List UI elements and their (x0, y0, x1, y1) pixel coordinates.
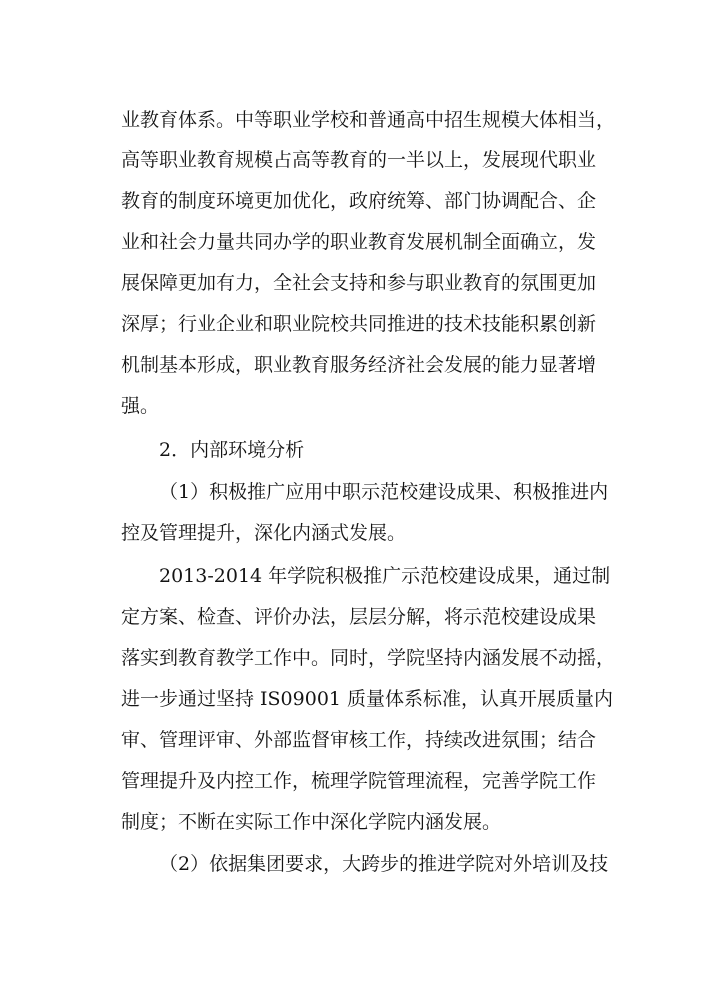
subheading-line: （2）依据集团要求，大跨步的推进学院对外培训及技 (159, 853, 609, 875)
paragraph-line: 审、管理评审、外部监督审核工作，持续改进氛围；结合 (121, 729, 597, 751)
paragraph-line: 高等职业教育规模占高等教育的一半以上，发展现代职业 (121, 149, 597, 171)
paragraph-line: 业教育体系。中等职业学校和普通高中招生规模大体相当， (121, 109, 616, 131)
section-heading: 2．内部环境分析 (159, 439, 305, 461)
paragraph-line: 管理提升及内控工作，梳理学院管理流程，完善学院工作 (121, 770, 597, 792)
paragraph-line: 进一步通过坚持 IS09001 质量体系标准，认真开展质量内 (121, 688, 614, 710)
paragraph-line: 定方案、检查、评价办法，层层分解，将示范校建设成果 (121, 606, 597, 628)
subheading-line: （1）积极推广应用中职示范校建设成果、积极推进内 (159, 481, 609, 503)
paragraph-line: 业和社会力量共同办学的职业教育发展机制全面确立，发 (121, 231, 597, 253)
paragraph-line: 2013-2014 年学院积极推广示范校建设成果，通过制 (159, 565, 611, 587)
paragraph-line: 制度；不断在实际工作中深化学院内涵发展。 (121, 811, 502, 833)
paragraph-line: 展保障更加有力，全社会支持和参与职业教育的氛围更加 (121, 272, 597, 294)
paragraph-line: 深厚；行业企业和职业院校共同推进的技术技能积累创新 (121, 313, 597, 335)
paragraph-line: 落实到教育教学工作中。同时，学院坚持内涵发展不动摇， (121, 647, 616, 669)
paragraph-line: 强。 (121, 395, 160, 417)
paragraph-line: 机制基本形成，职业教育服务经济社会发展的能力显著增 (121, 354, 597, 376)
subheading-line: 控及管理提升，深化内涵式发展。 (121, 522, 407, 544)
paragraph-line: 教育的制度环境更加优化，政府统筹、部门协调配合、企 (121, 190, 597, 212)
